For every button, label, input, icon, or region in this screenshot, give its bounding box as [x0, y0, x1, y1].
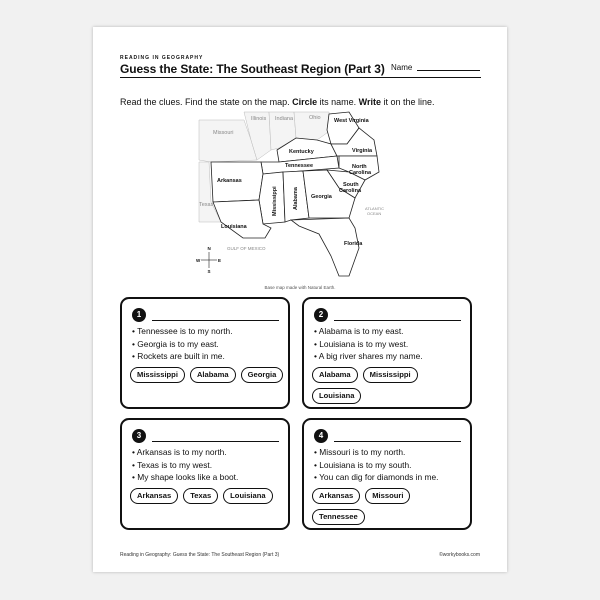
clue-card-2	[302, 297, 472, 409]
tennessee-label: Tennessee	[285, 163, 314, 169]
clue: • Alabama is to my east.	[314, 325, 423, 338]
compass-n: N	[207, 246, 211, 251]
choice-mississippi[interactable]: Mississippi	[363, 367, 418, 383]
atlantic-label-1: ATLANTIC	[365, 206, 385, 211]
clue: • Tennessee is to my north.	[132, 325, 233, 338]
atlantic-label-2: OCEAN	[367, 211, 382, 216]
clue: • Rockets are built in me.	[132, 350, 233, 363]
choice-mississippi[interactable]: Mississippi	[130, 367, 185, 383]
indiana-label: Indiana	[275, 116, 294, 122]
card-number: 2	[314, 308, 328, 322]
clue-card-1	[120, 297, 290, 409]
clue: • Missouri is to my north.	[314, 446, 438, 459]
mississippi-label: Mississippi	[272, 186, 278, 216]
clue: • Louisiana is to my south.	[314, 459, 438, 472]
answer-line[interactable]	[334, 320, 461, 321]
name-line[interactable]	[417, 70, 480, 71]
southeast-map	[196, 110, 409, 282]
clue: • My shape looks like a boot.	[132, 471, 238, 484]
florida-label: Florida	[344, 241, 363, 247]
choice-alabama[interactable]: Alabama	[312, 367, 358, 383]
answer-line[interactable]	[152, 441, 279, 442]
clue-card-4	[302, 418, 472, 530]
name-label: Name	[391, 63, 413, 72]
choice-louisiana[interactable]: Louisiana	[312, 388, 361, 404]
clue-list	[314, 325, 423, 363]
choice-list	[130, 488, 286, 504]
instructions	[120, 97, 435, 107]
answer-line[interactable]	[334, 441, 461, 442]
header-divider	[120, 77, 481, 78]
page-title: Guess the State: The Southeast Region (Part 3)	[120, 62, 385, 76]
worksheet-page	[93, 27, 507, 572]
choice-georgia[interactable]: Georgia	[241, 367, 284, 383]
north-carolina-label-2: Carolina	[349, 170, 372, 176]
kentucky-label: Kentucky	[289, 149, 314, 155]
south-carolina-label-2: Carolina	[339, 188, 362, 194]
instructions-part3: it on the line.	[380, 97, 435, 107]
footer-title: Reading in Geography: Guess the State: The Southeast Region (Part 3)	[120, 552, 280, 558]
virginia-label: Virginia	[352, 148, 373, 154]
choice-alabama[interactable]: Alabama	[190, 367, 236, 383]
choice-missouri[interactable]: Missouri	[365, 488, 410, 504]
compass-s: S	[207, 269, 211, 274]
choice-tennessee[interactable]: Tennessee	[312, 509, 365, 525]
choice-list	[312, 367, 468, 404]
gulf-label: GULF OF MEXICO	[227, 246, 266, 251]
ohio-label: Ohio	[309, 115, 321, 121]
card-number: 3	[132, 429, 146, 443]
series-label: READING IN GEOGRAPHY	[120, 55, 204, 61]
west-virginia-label: West Virginia	[334, 118, 369, 124]
choice-arkansas[interactable]: Arkansas	[312, 488, 360, 504]
instructions-circle: Circle	[292, 97, 318, 107]
texas-label: Texas	[199, 202, 214, 208]
clue-card-3	[120, 418, 290, 530]
instructions-write: Write	[358, 97, 381, 107]
clue-list	[132, 446, 238, 484]
clue: • Louisiana is to my west.	[314, 338, 423, 351]
clue: • Texas is to my west.	[132, 459, 238, 472]
clue: • A big river shares my name.	[314, 350, 423, 363]
footer-copyright: ©workybooks.com	[439, 552, 480, 558]
clue-list	[314, 446, 438, 484]
compass-rose	[196, 246, 221, 274]
south-carolina-label-1: South	[343, 182, 359, 188]
clue-list	[132, 325, 233, 363]
alabama-label: Alabama	[293, 187, 299, 210]
compass-e: E	[218, 258, 222, 263]
card-number: 1	[132, 308, 146, 322]
choice-arkansas[interactable]: Arkansas	[130, 488, 178, 504]
compass-w: W	[196, 258, 201, 263]
arkansas-label: Arkansas	[217, 178, 242, 184]
instructions-part2: its name.	[317, 97, 359, 107]
choice-texas[interactable]: Texas	[183, 488, 218, 504]
choice-louisiana[interactable]: Louisiana	[223, 488, 272, 504]
clue: • Georgia is to my east.	[132, 338, 233, 351]
louisiana-label: Louisiana	[221, 224, 247, 230]
florida-shape	[291, 218, 359, 276]
answer-line[interactable]	[152, 320, 279, 321]
illinois-label: Illinois	[251, 116, 267, 122]
georgia-label: Georgia	[311, 194, 332, 200]
instructions-part1: Read the clues. Find the state on the map.	[120, 97, 293, 107]
choice-list	[130, 367, 286, 383]
card-number: 4	[314, 429, 328, 443]
north-carolina-label-1: North	[352, 164, 367, 170]
clue: • Arkansas is to my north.	[132, 446, 238, 459]
missouri-label: Missouri	[213, 130, 234, 136]
choice-list	[312, 488, 468, 525]
clue: • You can dig for diamonds in me.	[314, 471, 438, 484]
map-credit: Base map made with Natural Earth.	[264, 285, 336, 290]
